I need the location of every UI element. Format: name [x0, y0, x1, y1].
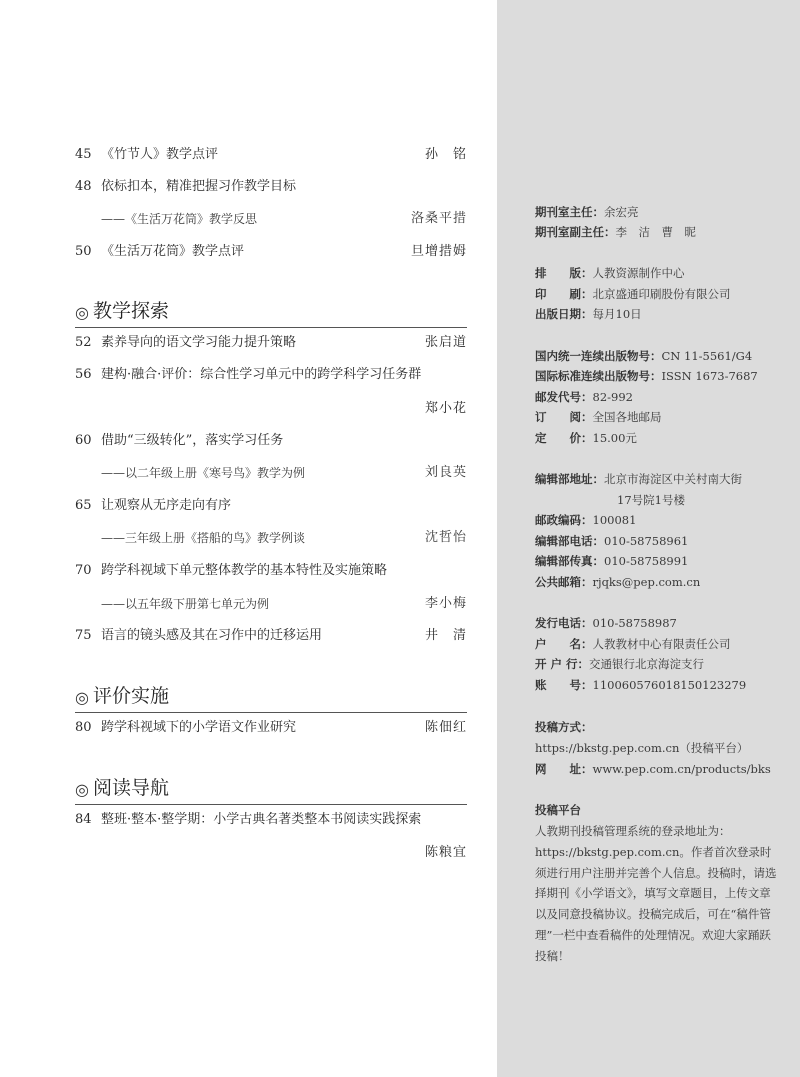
article-title: 素养导向的语文学习能力提升策略 — [101, 335, 297, 350]
masthead-label: 排 版： — [535, 266, 593, 280]
masthead-label: 邮政编码： — [535, 513, 593, 527]
masthead-label: 户 名： — [535, 637, 593, 651]
article-subtitle: ——以二年级上册《寒号鸟》教学为例 — [101, 466, 306, 480]
masthead-value: ISSN 1673-7687 — [661, 369, 758, 383]
submission-heading: 投稿方式： — [535, 720, 593, 734]
masthead-row — [535, 531, 688, 551]
masthead-value: 010-58758991 — [604, 554, 689, 568]
toc-entry[interactable] — [75, 241, 467, 263]
page-number: 52 — [75, 335, 92, 350]
masthead-label: 发行电话： — [535, 616, 593, 630]
masthead-value: CN 11-5561/G4 — [661, 349, 753, 363]
masthead-value: 人教资源制作中心 — [592, 266, 685, 280]
masthead-label: 国内统一连续出版物号： — [535, 349, 662, 363]
page-number: 60 — [75, 433, 92, 448]
author-name: 李小梅 — [424, 596, 467, 611]
masthead-row — [535, 759, 771, 779]
masthead-row — [535, 202, 639, 222]
article-title: 语言的镜头感及其在习作中的迁移运用 — [101, 628, 323, 643]
article-title: 跨学科视域下单元整体教学的基本特性及实施策略 — [101, 563, 388, 578]
page-number: 75 — [75, 628, 92, 643]
masthead-value: 李 洁 曹 昵 — [615, 225, 696, 239]
section-heading — [75, 775, 467, 805]
masthead-value: 交通银行北京海淀支行 — [589, 657, 705, 671]
section-heading — [75, 683, 467, 713]
page-number: 65 — [75, 498, 92, 513]
masthead-value: 北京盛通印刷股份有限公司 — [592, 287, 731, 301]
toc-author-line — [75, 398, 467, 420]
masthead-row — [535, 284, 731, 304]
toc-author-line — [75, 842, 467, 864]
toc-entry[interactable] — [75, 495, 467, 517]
masthead-row — [535, 613, 677, 633]
author-name: 郑小花 — [424, 401, 467, 416]
author-name: 刘良英 — [424, 465, 467, 480]
masthead-row — [535, 346, 752, 366]
article-subtitle: ——《生活万花筒》教学反思 — [101, 212, 258, 226]
toc-entry[interactable] — [75, 332, 467, 354]
masthead-row — [535, 304, 642, 324]
toc-entry[interactable] — [75, 625, 467, 647]
section-title: 教学探索 — [93, 300, 170, 322]
masthead-label: 印 刷： — [535, 287, 593, 301]
circle-bullet-icon: ◎ — [75, 780, 89, 799]
toc-entry[interactable] — [75, 809, 467, 831]
masthead-row — [535, 428, 637, 448]
masthead-row — [535, 654, 704, 674]
masthead-label: 编辑部传真： — [535, 554, 604, 568]
masthead-label: 编辑部电话： — [535, 534, 604, 548]
article-title: 跨学科视域下的小学语文作业研究 — [101, 720, 297, 735]
page-number: 70 — [75, 563, 92, 578]
page-number: 45 — [75, 147, 92, 162]
toc-entry[interactable] — [75, 144, 467, 166]
masthead-label: 出版日期： — [535, 307, 593, 321]
email-value[interactable]: rjqks@pep.com.cn — [592, 575, 701, 589]
masthead-label: 国际标准连续出版物号： — [535, 369, 662, 383]
toc-entry[interactable] — [75, 717, 467, 739]
toc-entry[interactable] — [75, 430, 467, 452]
page-number: 50 — [75, 244, 92, 259]
masthead-value: 010-58758961 — [604, 534, 689, 548]
masthead-row — [535, 387, 633, 407]
author-name: 孙 铭 — [424, 147, 467, 162]
masthead-row — [535, 675, 746, 695]
masthead-row — [617, 490, 685, 510]
section-divider — [75, 804, 467, 805]
masthead-label: 开 户 行： — [535, 657, 590, 671]
circle-bullet-icon: ◎ — [75, 303, 89, 322]
article-title: 让观察从无序走向有序 — [101, 498, 232, 513]
website-link[interactable]: www.pep.com.cn/products/bks — [592, 762, 771, 776]
page-number: 56 — [75, 367, 92, 382]
platform-heading: 投稿平台 — [535, 803, 581, 817]
section-heading — [75, 298, 467, 328]
masthead-row — [535, 510, 636, 530]
masthead-label: 订 阅： — [535, 410, 593, 424]
masthead-value: 北京市海淀区中关村南大街 — [604, 472, 742, 486]
article-title: 依标扣本，精准把握习作教学目标 — [101, 179, 297, 194]
masthead-row — [535, 572, 700, 592]
masthead-value: 每月10日 — [592, 307, 642, 321]
masthead-row — [535, 469, 742, 489]
masthead-value: 010-58758987 — [592, 616, 677, 630]
section-title: 阅读导航 — [93, 777, 170, 799]
masthead-value: 余宏亮 — [604, 205, 639, 219]
masthead-value: 100081 — [592, 513, 637, 527]
masthead-row — [535, 222, 696, 242]
masthead-value: 110060576018150123279 — [592, 678, 747, 692]
article-title: 借助“三级转化”，落实学习任务 — [101, 433, 284, 448]
article-title: 《竹节人》教学点评 — [101, 147, 219, 162]
article-subtitle: ——三年级上册《搭船的鸟》教学例谈 — [101, 531, 306, 545]
submission-link[interactable] — [535, 738, 748, 758]
masthead-row — [535, 551, 688, 571]
author-name: 旦增措姆 — [410, 244, 467, 259]
author-name: 陈佃红 — [424, 720, 467, 735]
author-name: 张启道 — [424, 335, 467, 350]
author-name: 井 清 — [424, 628, 467, 643]
page-number: 48 — [75, 179, 92, 194]
toc-entry[interactable] — [75, 364, 467, 386]
masthead-label: 公共邮箱： — [535, 575, 593, 589]
article-title: 建构·融合·评价：综合性学习单元中的跨学科学习任务群 — [101, 367, 422, 382]
masthead-value: 82-992 — [592, 390, 633, 404]
masthead-label: 定 价： — [535, 431, 593, 445]
circle-bullet-icon: ◎ — [75, 688, 89, 707]
toc-subtitle-line — [101, 593, 467, 615]
article-title: 整班·整本·整学期：小学古典名著类整本书阅读实践探索 — [101, 812, 422, 827]
masthead-value: 人教教材中心有限责任公司 — [592, 637, 731, 651]
author-name: 沈哲怡 — [424, 530, 467, 545]
masthead-label: 期刊室主任： — [535, 205, 604, 219]
masthead-label: 邮发代号： — [535, 390, 593, 404]
section-divider — [75, 712, 467, 713]
page-number: 84 — [75, 812, 92, 827]
toc-entry[interactable] — [75, 560, 467, 582]
toc-subtitle-line — [101, 208, 467, 230]
masthead-label: 账 号： — [535, 678, 593, 692]
article-title: 《生活万花筒》教学点评 — [101, 244, 245, 259]
toc-subtitle-line — [101, 462, 467, 484]
masthead-value: 15.00元 — [592, 431, 637, 445]
platform-description: 人教期刊投稿管理系统的登录地址为：https://bkstg.pep.com.cn。作者首次登录时须进行用户注册并完善个人信息。投稿时，请选择期刊《小学语文》，填写文章题目，上传文章以及同意投稿协议。投稿完成后，可在“稿件管理”一栏中查看稿件的处理情况。欢迎大家踊跃投稿！ — [535, 824, 777, 963]
masthead-row — [535, 366, 758, 386]
masthead-label: 网 址： — [535, 762, 593, 776]
masthead-value: 全国各地邮局 — [592, 410, 662, 424]
masthead-value: 17号院1号楼 — [617, 493, 685, 507]
section-divider — [75, 327, 467, 328]
masthead-label: 编辑部地址： — [535, 472, 604, 486]
masthead-row — [535, 407, 662, 427]
toc-entry[interactable] — [75, 176, 467, 198]
article-subtitle: ——以五年级下册第七单元为例 — [101, 597, 270, 611]
toc-subtitle-line — [101, 527, 467, 549]
author-name: 陈粮宜 — [424, 845, 467, 860]
page-number: 80 — [75, 720, 92, 735]
submission-url[interactable]: https://bkstg.pep.com.cn（投稿平台） — [535, 741, 749, 755]
author-name: 洛桑平措 — [410, 211, 467, 226]
masthead-row — [535, 634, 731, 654]
section-title: 评价实施 — [93, 685, 170, 707]
masthead-label: 期刊室副主任： — [535, 225, 616, 239]
masthead-row — [535, 263, 685, 283]
